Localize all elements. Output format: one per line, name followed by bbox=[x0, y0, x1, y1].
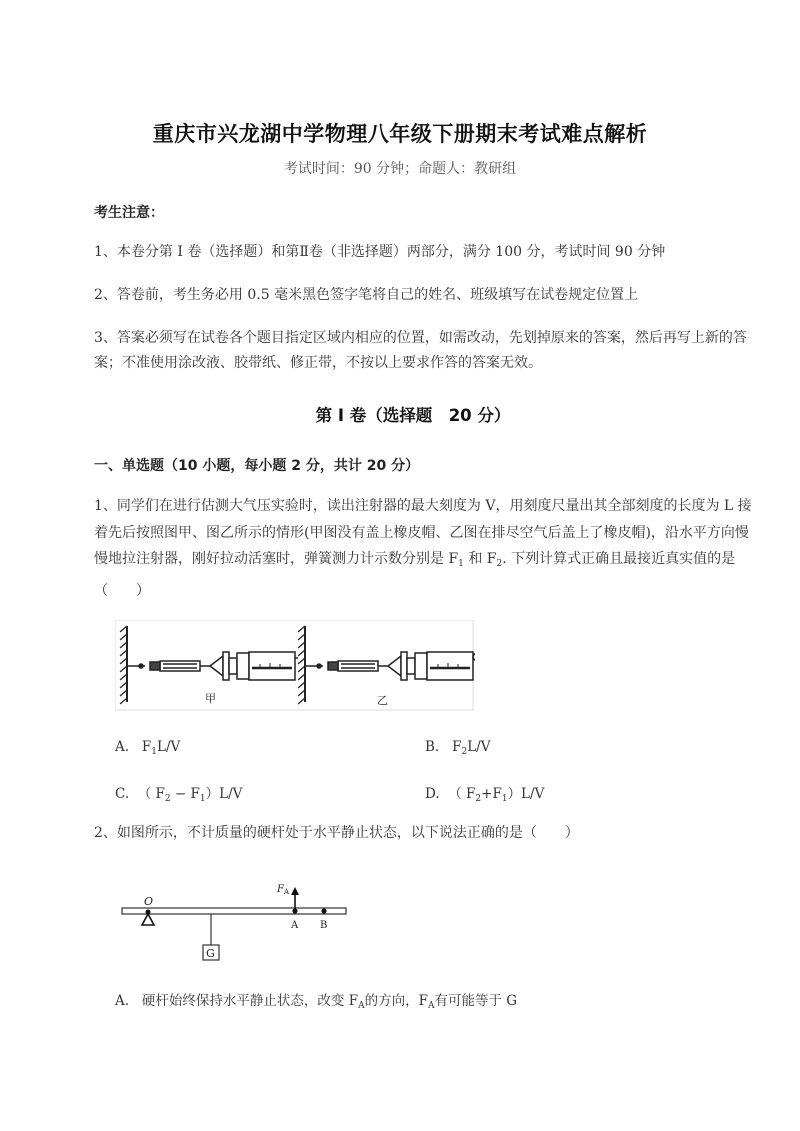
q2-option-a[interactable]: A. 硬杆始终保持水平静止状态，改变 $F_A$的方向，$F_A$有可能等于 G bbox=[115, 993, 518, 1011]
notice-item-3: 3、答案必须写在试卷各个题目指定区域内相应的位置，如需改动，先划掉原来的答案，然后再写上新的答案；不准使用涂改液、胶带纸、修正带，不按以上要求作答的答案无效。 bbox=[94, 330, 747, 371]
notice-item-1: 1、本卷分第 I 卷（选择题）和第Ⅱ卷（非选择题）两部分，满分 100 分，考试时间 90 分钟 bbox=[94, 244, 666, 260]
label-f-sub: A bbox=[284, 888, 290, 896]
q1-option-b[interactable]: B. $F_2L/V$ bbox=[425, 739, 491, 757]
q1-option-c[interactable]: C. （ $F_2 - F_1)L/V$ bbox=[115, 786, 243, 804]
notice-heading: 考生注意： bbox=[94, 205, 164, 221]
label-b: B bbox=[320, 920, 328, 931]
syringe-right bbox=[388, 652, 475, 680]
point-b bbox=[321, 908, 326, 913]
exam-subtitle: 考试时间：90 分钟；命题人：教研组 bbox=[283, 161, 517, 177]
label-a: A bbox=[291, 920, 299, 931]
point-a bbox=[292, 908, 297, 913]
figure-label-yi: 乙 bbox=[377, 694, 388, 707]
question-2-stem: 2、如图所示，不计质量的硬杆处于水平静止状态，以下说法正确的是（ ） bbox=[94, 825, 579, 841]
label-o: O bbox=[144, 895, 154, 908]
question-1-figure bbox=[115, 620, 475, 712]
question-1-stem: 1、同学们在进行估测大气压实验时，读出注射器的最大刻度为 V，用刻度尺量出其全部刻度的长度为 L 接着先后按照图甲、图乙所示的情形(甲图没有盖上橡皮帽、乙图在排尽空气后盖上了橡皮帽)，沿水平方向慢慢地拉注射器，刚好拉动活塞时，弹簧测力计示数分别是 $F_1$ 和 $F_2$. 下列计算式正确且最接近真实值的是（ ） bbox=[94, 498, 752, 599]
page-title: 重庆市兴龙湖中学物理八年级下册期末考试难点解析 bbox=[152, 122, 648, 146]
force-arrow-head bbox=[291, 887, 299, 895]
syringe-left bbox=[210, 652, 298, 680]
label-f: F bbox=[277, 884, 284, 895]
lever-bar bbox=[122, 908, 346, 914]
label-g: G bbox=[206, 947, 215, 960]
question-2-figure bbox=[118, 870, 353, 965]
q1-option-d[interactable]: D. （ $F_2+F_1)L/V$ bbox=[425, 786, 545, 804]
fulcrum-triangle bbox=[142, 914, 154, 925]
notice-item-2: 2、答卷前，考生务必用 0.5 毫米黑色签字笔将自己的姓名、班级填写在试卷规定位置上 bbox=[94, 287, 639, 303]
section-title: 第 I 卷（选择题 20 分） bbox=[315, 406, 511, 425]
part-heading: 一、单选题（10 小题，每小题 2 分，共计 20 分） bbox=[94, 458, 420, 474]
figure-label-jia: 甲 bbox=[205, 692, 216, 705]
q1-option-a[interactable]: A. $F_1L/V$ bbox=[115, 739, 181, 757]
